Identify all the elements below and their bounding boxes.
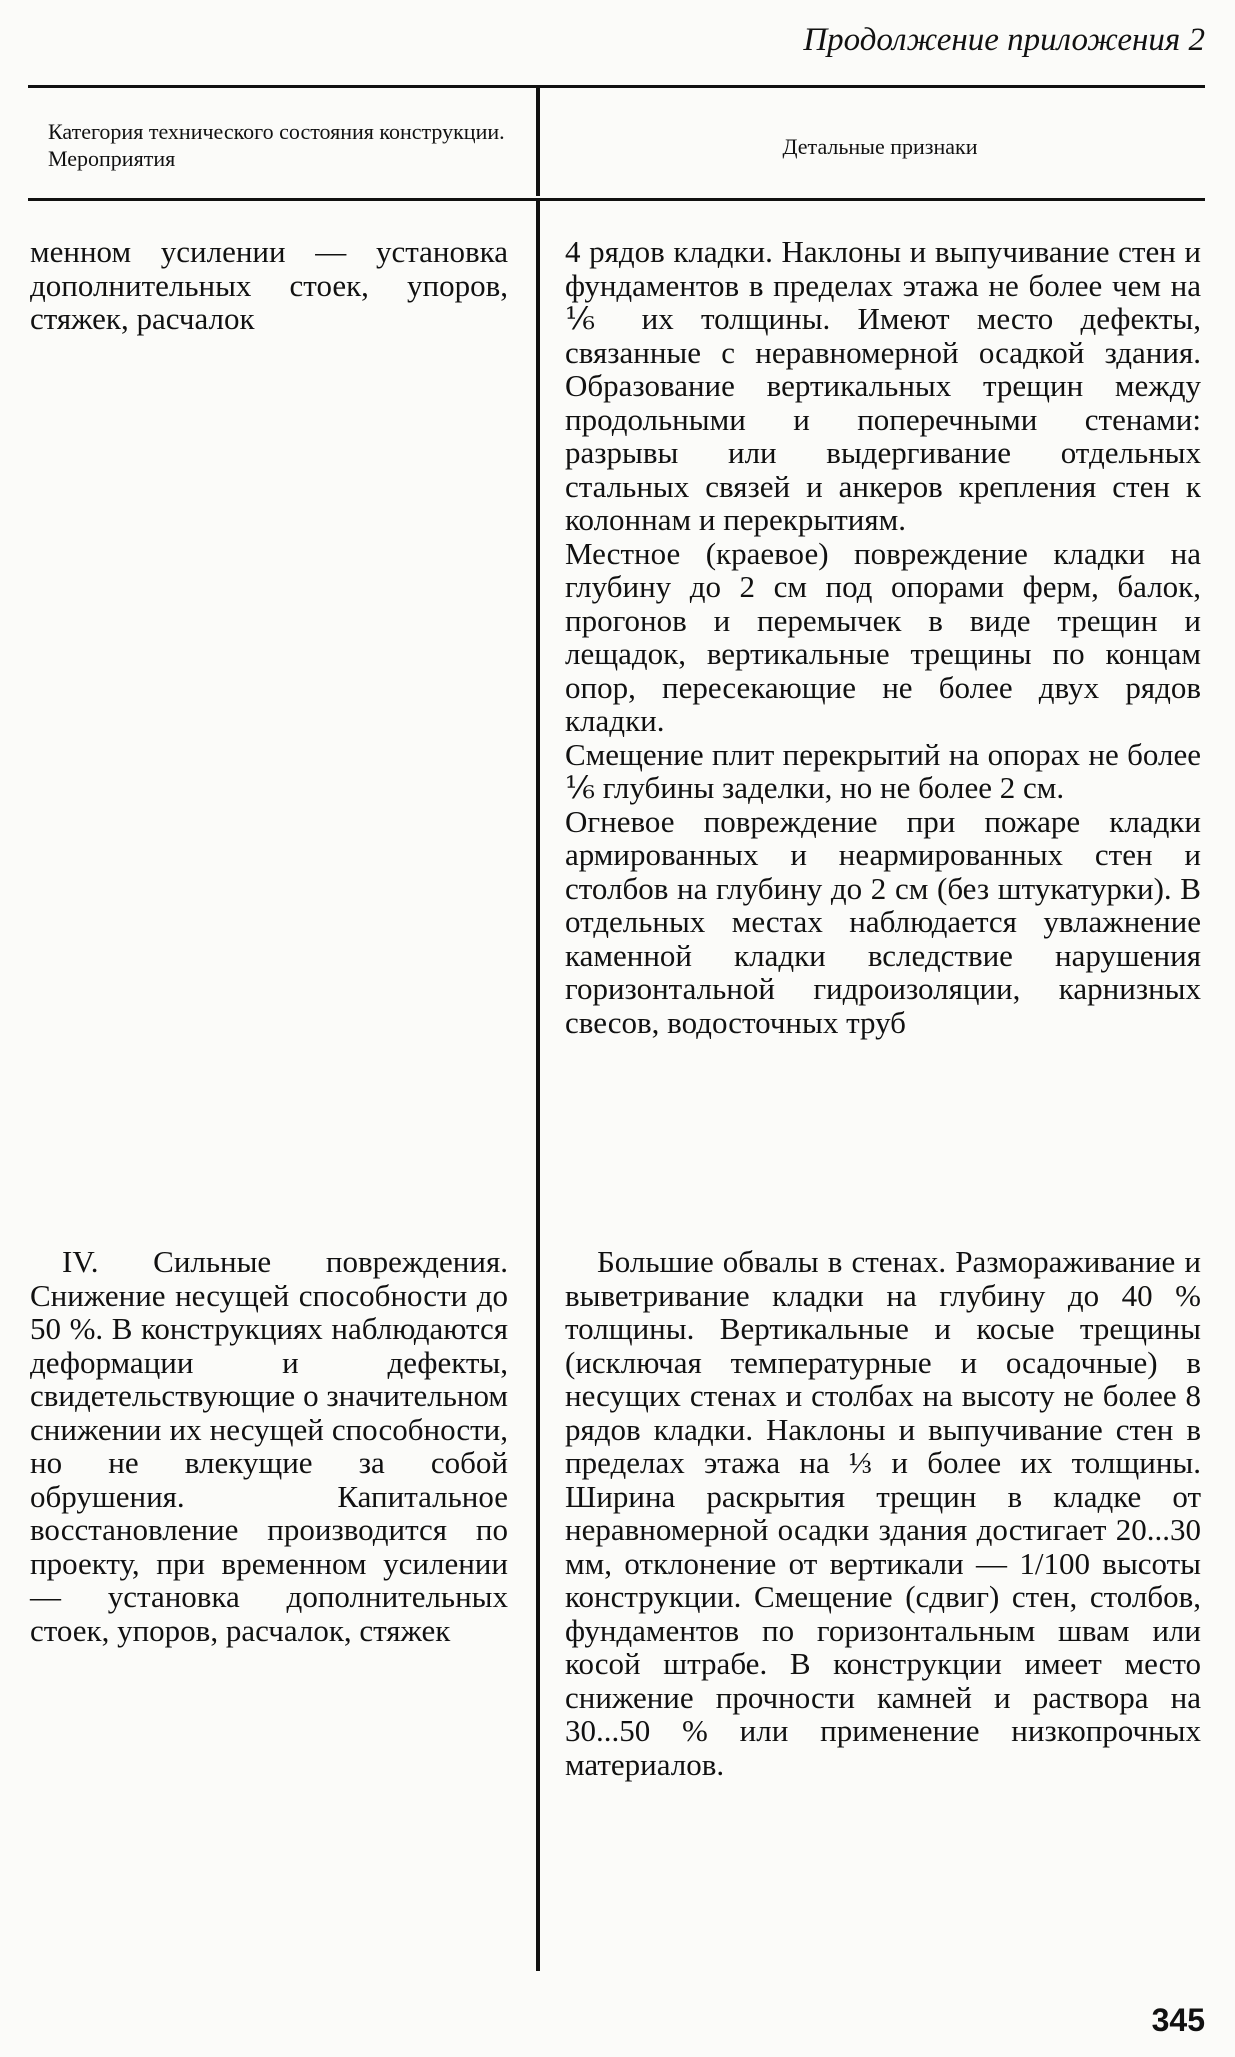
right-paragraph-2: Местное (краевое) повреждение кладки на глубину до 2 см под опорами ферм, балок, прогонов и перемычек в виде трещин и лещадок, вертикальные трещины по концам опор, пересекающие не более двух рядов кладки. [565, 535, 1201, 738]
category-iv-text: IV. Сильные повреждения. Снижение несущей способности до 50 %. В конструкциях наблюдаются деформации и дефекты, свидетельствующие о значительном снижении их несущей способности, но не влекущие за собой обрушения. Капитальное восстановление производится по проекту, при временном усилении — установка дополнительных стоек, упоров, расчалок, стяжек [30, 1244, 508, 1648]
right-cell-category-iv [565, 1245, 1201, 1781]
table-header-divider [536, 88, 540, 196]
table-top-rule [28, 85, 1205, 88]
table-header-right: Детальные признаки [782, 134, 978, 159]
right-paragraph-1: 4 рядов кладки. Наклоны и выпучивание стен и фундаментов в пределах этажа не более чем на ⅙ их толщины. Имеют место дефекты, связанные с неравномерной осадкой здания. Образование вертикальных трещин между продольными и поперечными стенами: разрывы или выдергивание отдельных стальных связей и анкеров крепления стен к колоннам и перекрытиям. [565, 234, 1201, 537]
right-cell-upper [565, 235, 1201, 1039]
left-continuation-text: менном усилении — установка дополнительных стоек, упоров, стяжек, расчалок [30, 234, 508, 336]
header-note: Продолжение приложения 2 [803, 22, 1205, 58]
table-header-rule [28, 198, 1205, 201]
column-divider [536, 201, 540, 1971]
right-paragraph-4: Огневое повреждение при пожаре кладки армированных и неармированных стен и столбов на глубину до 2 см (без штукатурки). В отдельных местах наблюдается увлажнение каменной кладки вследствие нарушения горизонтальной гидроизоляции, карнизных свесов, водосточных труб [565, 803, 1201, 1040]
right-paragraph-5: Большие обвалы в стенах. Размораживание и выветривание кладки на глубину до 40 % толщины. Вертикальные и косые трещины (исключая температурные и осадочные) в несущих стенах и столбах на высоту не более 8 рядов кладки. Наклоны и выпучивание стен в пределах этажа на ⅓ и более их толщины. Ширина раскрытия трещин в кладке от неравномерной осадки здания достигает 20...30 мм, отклонение от вертикали — 1/100 высоты конструкции. Смещение (сдвиг) стен, столбов, фундаментов по горизонтальным швам или косой штрабе. В конструкции имеет место снижение прочности камней и раствора на 30...50 % или применение низкопрочных материалов. [565, 1244, 1201, 1782]
left-cell-continuation [30, 235, 508, 336]
right-paragraph-3: Смещение плит перекрытий на опорах не более ⅙ глубины заделки, но не более 2 см. [565, 736, 1201, 805]
table-header-left: Категория технического состояния конструкции. Мероприятия [48, 119, 505, 171]
left-cell-category-iv [30, 1245, 508, 1647]
page-number: 345 [1151, 2002, 1205, 2038]
